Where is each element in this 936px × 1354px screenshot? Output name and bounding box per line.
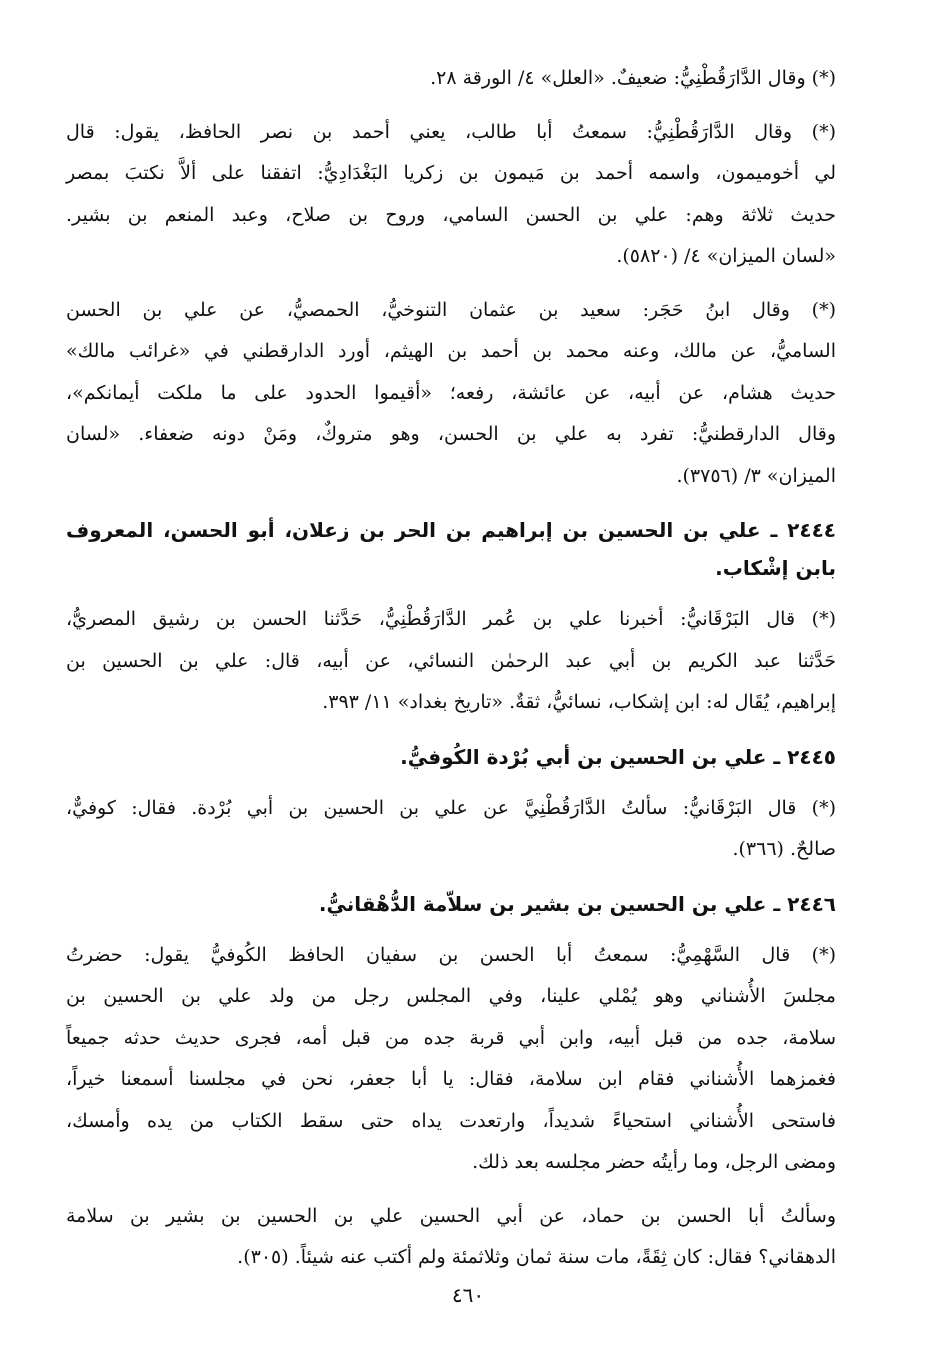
text-line: الساميُّ، عن مالك، وعنه محمد بن أحمد بن الهيثم، أورد الدارقطني في «غرائب مالك» xyxy=(66,340,836,362)
text-line: الميزان» ٣/ (٣٧٥٦). xyxy=(676,464,836,487)
text-line: حديث ثلاثة وهم: علي بن الحسن السامي، وروح بن صلاح، وعبد المنعم بن بشير. xyxy=(66,203,836,226)
entry-heading-2446 xyxy=(66,885,836,923)
text-line: ومضى الرجل، وما رأيتُه حضر مجلسه بعد ذلك. xyxy=(472,1151,836,1173)
text-line: وقال الدارقطنيُّ: تفرد به علي بن الحسن، وهو متروكٌ، ومَنْ دونه ضعفاء. «لسان xyxy=(66,423,836,445)
heading-line: ٢٤٤٤ ـ علي بن الحسين بن إبراهيم بن الحر بن زعلان، أبو الحسن، المعروف xyxy=(66,518,836,542)
entry-abu-talib xyxy=(66,112,836,278)
text-line: فاستحى الأُشناني استحياءً شديداً، وارتعدت يداه حتى سقط الكتاب من يده وأمسك، xyxy=(66,1109,836,1132)
page-number: ٤٦٠ xyxy=(451,1283,485,1307)
entry-daraqutni-weak xyxy=(66,58,836,100)
text-line: حديث هشام، عن أبيه، عن عائشة، رفعه؛ «أقيموا الحدود على ما ملكت أيمانكم»، xyxy=(66,381,836,404)
text-line: فغمزهما الأُشناني فقام ابن سلامة، فقال: يا أبا جعفر، نحن في مجلسنا أسمعنا خيراً، xyxy=(66,1068,836,1090)
entry-2444-text xyxy=(66,599,836,724)
text-line: حَدَّثنا عبد الكريم بن أبي عبد الرحمٰن النسائي، عن أبيه، قال: علي بن الحسين بن xyxy=(66,649,836,672)
text-line: وسألتُ أبا الحسن بن حماد، عن أبي الحسين علي بن الحسين بن بشير بن سلامة xyxy=(66,1204,836,1227)
text-line: «لسان الميزان» ٤/ (٥٨٢٠). xyxy=(616,245,836,267)
text-line: لي أخوميمون، واسمه أحمد بن مَيمون بن زكريا البَغْدَادِيُّ: اتفقنا على ألاَّ نكتبَ بمصر xyxy=(66,162,836,184)
text-line: سلامة، جده من قبل أبيه، وابن أبي قربة جده من قبل أمه، فجرى حديث حدثه جميعاً xyxy=(66,1026,836,1049)
entry-ibn-hajar xyxy=(66,290,836,498)
entry-2446-text-continued xyxy=(66,1196,836,1279)
heading-line: ٢٤٤٦ ـ علي بن الحسين بن بشير بن سلاّمة الدُّهْقانيُّ. xyxy=(318,891,836,916)
heading-line: بابن إشْكاب. xyxy=(715,556,836,580)
text-line: إبراهيم، يُقَال له: ابن إشكاب، نسائيُّ، ثقةٌ. «تاريخ بغداد» ١١/ ٣٩٣. xyxy=(322,691,836,713)
text-line: صالحٌ. (٣٦٦). xyxy=(732,838,836,860)
entry-2445-text xyxy=(66,788,836,871)
text-line: (*) قال السَّهْمِيُّ: سمعتُ أبا الحسن بن سفيان الحافظ الكُوفيُّ يقول: حضرتُ xyxy=(66,943,836,966)
entry-heading-2445 xyxy=(66,738,836,776)
entry-2446-text xyxy=(66,935,836,1184)
text-line: (*) قال البَرْقَانيُّ: أخبرنا علي بن عُمر الدَّارَقُطْنِيُّ، حَدَّثنا الحسن بن رشيق المصريُّ، xyxy=(66,608,836,630)
text-line: مجلسَ الأُشناني وهو يُمْلي علينا، وفي المجلس رجل من ولد علي بن الحسين بن xyxy=(66,985,836,1007)
text-line: الدهقاني؟ فقال: كان ثِقَةً، مات سنة ثمان وثلاثمئة ولم أكتب عنه شيئاً. (٣٠٥). xyxy=(237,1246,836,1268)
text-line: (*) وقال الدَّارَقُطْنِيُّ: سمعتُ أبا طالب، يعني أحمد بن نصر الحافظ، يقول: قال xyxy=(66,120,836,143)
heading-line: ٢٤٤٥ ـ علي بن الحسين بن أبي بُرْدة الكُوفيُّ. xyxy=(400,744,836,769)
text-line: (*) وقال الدَّارَقُطْنِيُّ: ضعيفٌ. «العلل» ٤/ الورقة ٢٨. xyxy=(430,67,836,89)
text-line: (*) وقال ابنُ حَجَر: سعيد بن عثمان التنوخيُّ، الحمصيُّ، عن علي بن الحسن xyxy=(66,298,836,321)
entry-heading-2444 xyxy=(66,511,836,587)
text-line: (*) قال البَرْقَانيُّ: سألتُ الدَّارَقُطْنِيَّ عن علي بن الحسين بن أبي بُرْدة. فقال: كوفيٌّ، xyxy=(66,796,836,819)
